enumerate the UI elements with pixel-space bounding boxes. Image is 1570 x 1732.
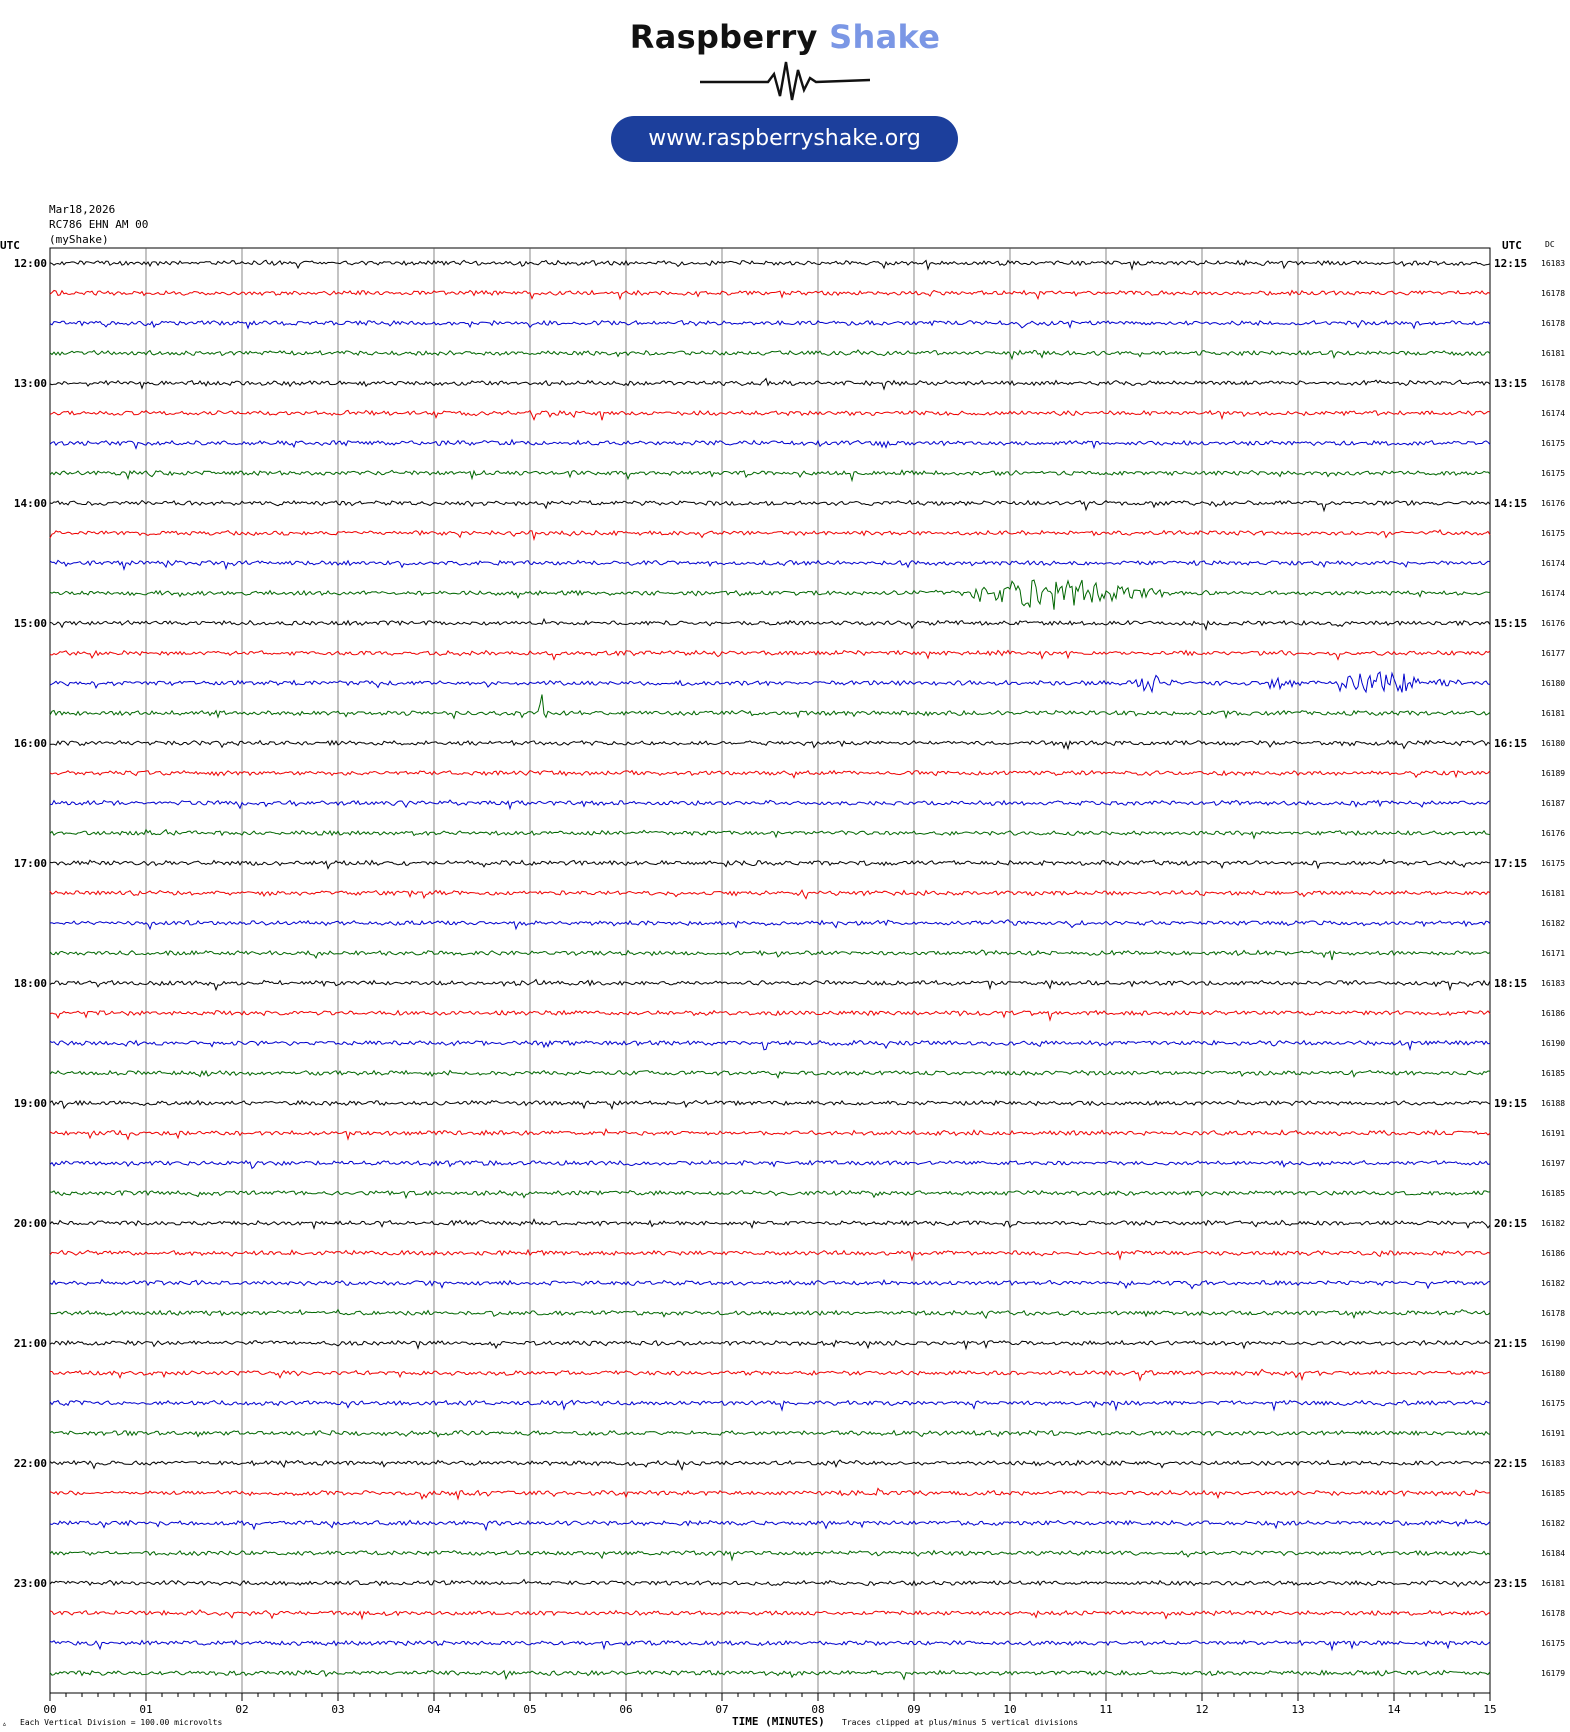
record-date: Mar18,2026 [49, 203, 116, 216]
dc-offset-value: 16178 [1541, 1609, 1566, 1618]
dc-offset-value: 16182 [1541, 1519, 1566, 1528]
trace-row-24 [50, 980, 1490, 990]
helicorder-chart [0, 240, 1570, 1732]
dc-offset-value: 16181 [1541, 349, 1566, 358]
dc-offset-value: 16175 [1541, 1639, 1566, 1648]
brand-name-shake: Shake [829, 18, 941, 56]
hour-label-right: 13:15 [1494, 377, 1528, 390]
trace-row-37 [50, 1369, 1490, 1380]
trace-row-5 [50, 410, 1490, 420]
trace-row-11 [50, 580, 1490, 610]
hour-label-left: 18:00 [13, 977, 47, 990]
trace-row-14 [50, 672, 1490, 692]
hour-label-right: 19:15 [1494, 1097, 1528, 1110]
clip-note: Traces clipped at plus/minus 5 vertical divisions [842, 1718, 1079, 1727]
brand-name-raspberry: Raspberry [629, 18, 818, 56]
dc-offset-value: 16178 [1541, 1309, 1566, 1318]
trace-row-8 [50, 501, 1490, 511]
dc-offset-value: 16174 [1541, 409, 1566, 418]
dc-offset-value: 16185 [1541, 1189, 1566, 1198]
x-tick-label: 07 [715, 1703, 729, 1716]
hour-label-right: 21:15 [1494, 1337, 1528, 1350]
left-hour-labels [14, 257, 47, 1590]
scale-icon: ▵ [2, 1719, 7, 1728]
dc-offset-value: 16176 [1541, 499, 1566, 508]
trace-row-39 [50, 1431, 1490, 1437]
trace-row-31 [50, 1191, 1490, 1198]
hour-label-right: 23:15 [1494, 1577, 1528, 1590]
dc-header-label: DC [1545, 240, 1555, 249]
dc-offset-value: 16179 [1541, 1669, 1566, 1678]
trace-row-45 [50, 1610, 1490, 1619]
x-axis-ticks [43, 1693, 1496, 1716]
dc-offset-value: 16190 [1541, 1039, 1566, 1048]
dc-offset-value: 16171 [1541, 949, 1566, 958]
trace-row-36 [50, 1341, 1490, 1349]
x-tick-label: 06 [619, 1703, 633, 1716]
trace-row-44 [50, 1580, 1490, 1587]
hour-label-left: 22:00 [13, 1457, 47, 1470]
trace-row-2 [50, 321, 1490, 329]
dc-offset-value: 16176 [1541, 619, 1566, 628]
data-source: (myShake) [49, 233, 109, 246]
dc-offset-value: 16190 [1541, 1339, 1566, 1348]
dc-offset-value: 16191 [1541, 1129, 1566, 1138]
hour-label-right: 16:15 [1494, 737, 1528, 750]
hour-label-left: 13:00 [13, 377, 47, 390]
dc-offset-value: 16174 [1541, 589, 1566, 598]
trace-row-40 [50, 1460, 1490, 1470]
trace-row-3 [50, 350, 1490, 359]
minute-gridlines [146, 248, 1394, 1693]
trace-row-35 [50, 1310, 1490, 1319]
x-tick-label: 05 [523, 1703, 537, 1716]
trace-row-7 [50, 470, 1490, 480]
hour-label-right: 17:15 [1494, 857, 1528, 870]
hour-label-left: 20:00 [13, 1217, 47, 1230]
dc-offset-value: 16178 [1541, 379, 1566, 388]
dc-offset-value: 16185 [1541, 1069, 1566, 1078]
dc-offset-value: 16187 [1541, 799, 1566, 808]
trace-row-21 [50, 890, 1490, 898]
trace-row-15 [50, 695, 1490, 719]
dc-offset-value: 16184 [1541, 1549, 1566, 1558]
dc-offset-value: 16180 [1541, 679, 1566, 688]
dc-offset-value: 16189 [1541, 769, 1566, 778]
x-tick-label: 11 [1099, 1703, 1113, 1716]
hour-label-right: 22:15 [1494, 1457, 1528, 1470]
trace-row-43 [50, 1551, 1490, 1560]
dc-offset-value: 16181 [1541, 889, 1566, 898]
trace-row-16 [50, 741, 1490, 749]
dc-offset-value: 16175 [1541, 439, 1566, 448]
trace-row-33 [50, 1250, 1490, 1260]
dc-offset-value: 16176 [1541, 829, 1566, 838]
hour-label-right: 20:15 [1494, 1217, 1528, 1230]
hour-label-left: 14:00 [13, 497, 47, 510]
trace-row-17 [50, 771, 1490, 778]
dc-offset-value: 16180 [1541, 739, 1566, 748]
trace-row-27 [50, 1071, 1490, 1078]
x-tick-label: 15 [1483, 1703, 1497, 1716]
trace-row-28 [50, 1101, 1490, 1109]
trace-row-12 [50, 619, 1490, 629]
raspberry-shake-logo [0, 0, 1570, 175]
dc-offset-value: 16182 [1541, 919, 1566, 928]
x-tick-label: 01 [139, 1703, 153, 1716]
trace-row-9 [50, 530, 1490, 539]
dc-offset-value: 16175 [1541, 529, 1566, 538]
hour-label-left: 15:00 [13, 617, 47, 630]
trace-row-41 [50, 1488, 1490, 1498]
trace-row-34 [50, 1280, 1490, 1289]
trace-row-32 [50, 1219, 1490, 1228]
dc-offset-value: 16183 [1541, 1459, 1566, 1468]
dc-offset-value: 16186 [1541, 1009, 1566, 1018]
x-tick-label: 03 [331, 1703, 345, 1716]
dc-offset-value: 16182 [1541, 1219, 1566, 1228]
trace-row-42 [50, 1520, 1490, 1530]
hour-label-left: 12:00 [13, 257, 47, 270]
trace-row-0 [50, 260, 1490, 269]
x-tick-label: 04 [427, 1703, 441, 1716]
right-hour-labels [1494, 257, 1527, 1590]
dc-offset-value: 16191 [1541, 1429, 1566, 1438]
x-tick-label: 10 [1003, 1703, 1017, 1716]
dc-offset-value: 16197 [1541, 1159, 1566, 1168]
dc-offset-value: 16175 [1541, 859, 1566, 868]
trace-row-25 [50, 1011, 1490, 1020]
trace-row-6 [50, 440, 1490, 449]
dc-offset-value: 16185 [1541, 1489, 1566, 1498]
x-tick-label: 00 [43, 1703, 57, 1716]
dc-offset-value: 16174 [1541, 559, 1566, 568]
dc-offset-value: 16181 [1541, 1579, 1566, 1588]
hour-label-right: 14:15 [1494, 497, 1528, 510]
trace-row-20 [50, 860, 1490, 869]
trace-row-22 [50, 920, 1490, 929]
trace-row-29 [50, 1129, 1490, 1139]
dc-offset-value: 16177 [1541, 649, 1566, 658]
dc-offset-value: 16178 [1541, 289, 1566, 298]
hour-label-left: 16:00 [13, 737, 47, 750]
hour-label-left: 17:00 [13, 857, 47, 870]
hour-label-left: 21:00 [13, 1337, 47, 1350]
trace-row-30 [50, 1161, 1490, 1169]
x-tick-label: 08 [811, 1703, 825, 1716]
dc-offset-value: 16180 [1541, 1369, 1566, 1378]
dc-offset-value: 16178 [1541, 319, 1566, 328]
trace-row-46 [50, 1641, 1490, 1650]
trace-row-4 [50, 379, 1490, 390]
trace-row-26 [50, 1041, 1490, 1050]
trace-row-18 [50, 800, 1490, 808]
trace-row-23 [50, 950, 1490, 960]
x-tick-label: 13 [1291, 1703, 1305, 1716]
trace-row-47 [50, 1671, 1490, 1680]
dc-offset-value: 16181 [1541, 709, 1566, 718]
x-axis-title: TIME (MINUTES) [732, 1715, 825, 1728]
seismic-wave-icon [700, 60, 870, 105]
trace-row-19 [50, 830, 1490, 839]
division-note: Each Vertical Division = 100.00 microvolts [20, 1718, 223, 1727]
hour-label-right: 18:15 [1494, 977, 1528, 990]
hour-label-left: 19:00 [13, 1097, 47, 1110]
x-tick-label: 02 [235, 1703, 249, 1716]
trace-row-38 [50, 1400, 1490, 1410]
trace-row-1 [50, 291, 1490, 299]
trace-row-13 [50, 651, 1490, 660]
dc-offset-value: 16183 [1541, 979, 1566, 988]
utc-right-label: UTC [1502, 240, 1522, 252]
hour-label-right: 15:15 [1494, 617, 1528, 630]
brand-title [0, 18, 1570, 56]
station-code: RC786 EHN AM 00 [49, 218, 149, 231]
trace-row-10 [50, 560, 1490, 569]
x-tick-label: 09 [907, 1703, 921, 1716]
dc-offset-value: 16183 [1541, 259, 1566, 268]
dc-offset-value: 16175 [1541, 469, 1566, 478]
dc-offset-labels [1541, 259, 1565, 1678]
dc-offset-value: 16188 [1541, 1099, 1566, 1108]
x-tick-label: 14 [1387, 1703, 1401, 1716]
dc-offset-value: 16175 [1541, 1399, 1566, 1408]
website-url-link[interactable]: www.raspberryshake.org [611, 116, 958, 162]
dc-offset-value: 16186 [1541, 1249, 1566, 1258]
utc-left-label: UTC [0, 240, 20, 252]
hour-label-left: 23:00 [13, 1577, 47, 1590]
plot-frame [50, 248, 1490, 1693]
hour-label-right: 12:15 [1494, 257, 1528, 270]
dc-offset-value: 16182 [1541, 1279, 1566, 1288]
x-tick-label: 12 [1195, 1703, 1209, 1716]
seismic-traces [50, 260, 1490, 1679]
